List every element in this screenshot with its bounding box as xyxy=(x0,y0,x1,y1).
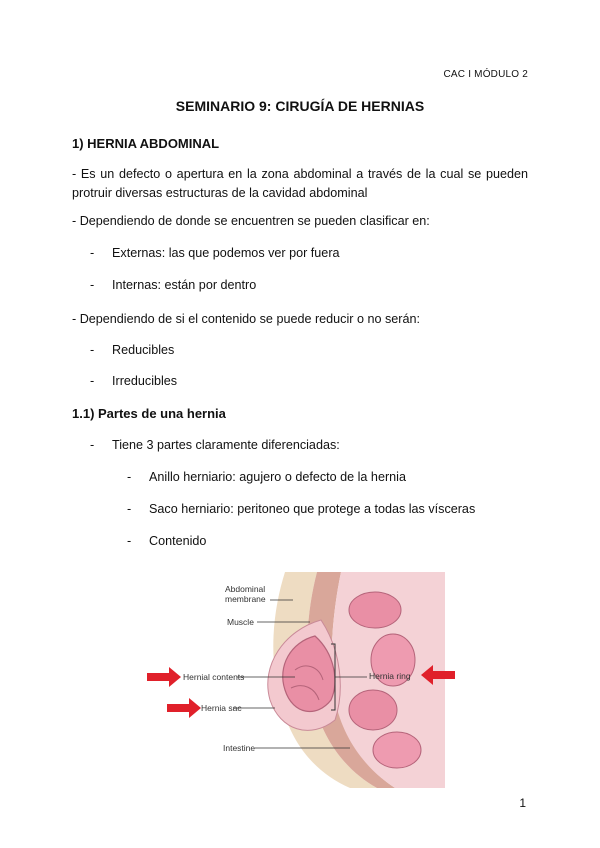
intestine-loop xyxy=(349,592,401,628)
list-item-text: Irreducibles xyxy=(112,374,178,388)
hernia-diagram xyxy=(145,570,457,790)
label-hernia-sac: Hernia sac xyxy=(201,703,242,713)
list-item: - Reducibles xyxy=(90,343,175,357)
label-abdominal-membrane-line1: Abdominal xyxy=(225,584,266,594)
section-heading-hernia-abdominal: 1) HERNIA ABDOMINAL xyxy=(72,136,220,151)
list-item: - Saco herniario: peritoneo que protege a todas las vísceras xyxy=(127,502,476,516)
arrow-right-icon xyxy=(167,698,201,718)
list-item-text: Contenido xyxy=(149,534,207,548)
section-heading-partes: 1.1) Partes de una hernia xyxy=(72,406,226,421)
list-item: - Tiene 3 partes claramente diferenciadas: xyxy=(90,438,340,452)
label-hernial-contents: Hernial contents xyxy=(183,672,245,682)
running-header: CAC I MÓDULO 2 xyxy=(443,69,528,80)
page-number: 1 xyxy=(519,796,526,810)
document-title: SEMINARIO 9: CIRUGÍA DE HERNIAS xyxy=(175,98,425,114)
arrow-right-icon xyxy=(147,667,181,687)
paragraph-classification-location: - Dependiendo de donde se encuentren se pueden clasificar en: xyxy=(72,214,430,228)
label-abdominal-membrane-line2: membrane xyxy=(225,594,266,604)
list-item: - Anillo herniario: agujero o defecto de la hernia xyxy=(127,470,406,484)
list-item: - Irreducibles xyxy=(90,374,178,388)
list-item: - Internas: están por dentro xyxy=(90,278,257,292)
label-hernia-ring: Hernia ring xyxy=(369,671,411,681)
label-intestine: Intestine xyxy=(223,743,256,753)
list-item: - Externas: las que podemos ver por fuera xyxy=(90,246,340,260)
list-item-text: Internas: están por dentro xyxy=(112,278,257,292)
list-item-text: Reducibles xyxy=(112,343,175,357)
label-muscle: Muscle xyxy=(227,617,254,627)
paragraph-classification-reducibility: - Dependiendo de si el contenido se puede reducir o no serán: xyxy=(72,312,420,326)
intestine-loop xyxy=(373,732,421,768)
list-item: - Contenido xyxy=(127,534,207,548)
intestine-loop xyxy=(349,690,397,730)
list-item-text: Tiene 3 partes claramente diferenciadas: xyxy=(112,438,340,452)
list-item-text: Saco herniario: peritoneo que protege a todas las vísceras xyxy=(149,502,476,516)
list-item-text: Externas: las que podemos ver por fuera xyxy=(112,246,340,260)
paragraph-definition: - Es un defecto o apertura en la zona abdominal a través de la cual se pueden protruir diversas estructuras de la cavidad abdominal xyxy=(72,167,528,200)
list-item-text: Anillo herniario: agujero o defecto de la hernia xyxy=(149,470,406,484)
